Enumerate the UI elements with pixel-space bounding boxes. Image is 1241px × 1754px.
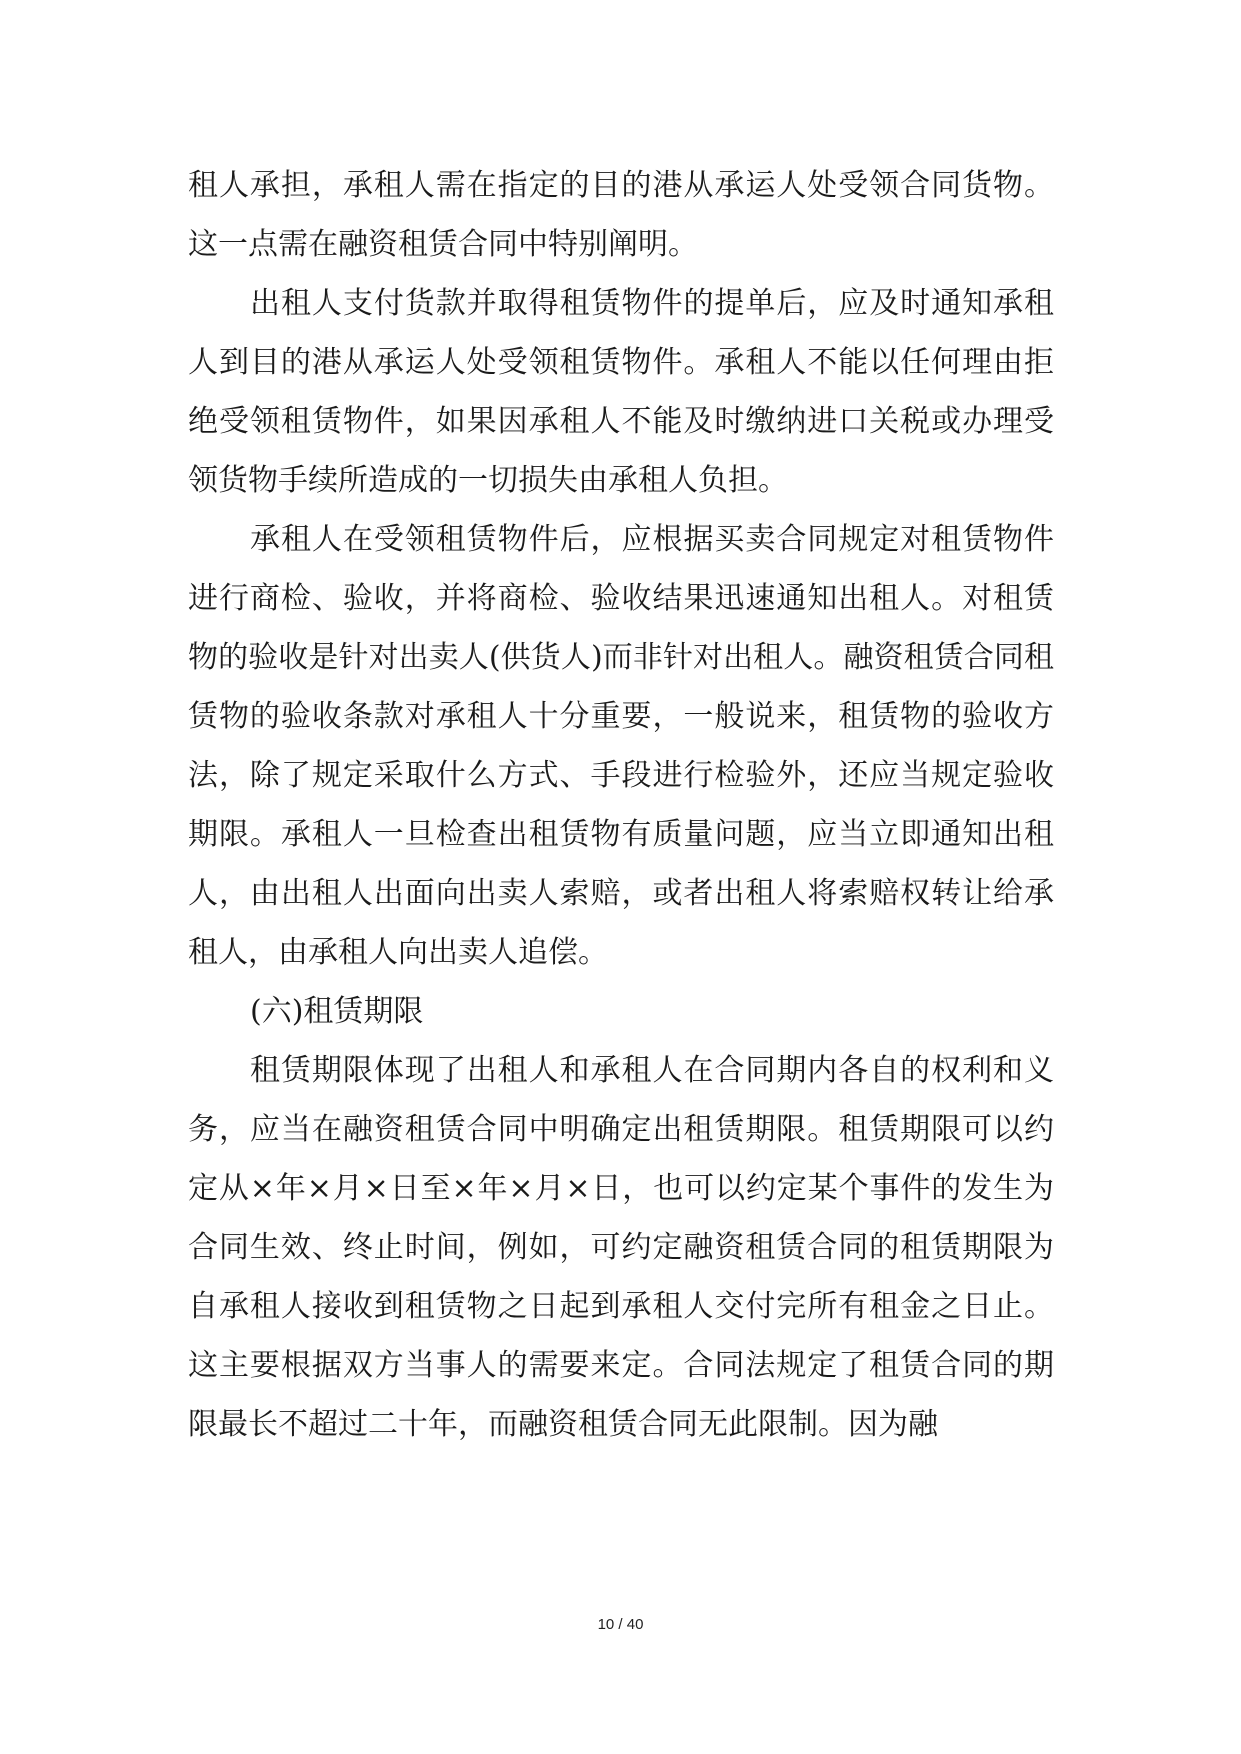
page-number: 10 / 40 (597, 1616, 644, 1633)
section-heading-lease-term: (六)租赁期限 (250, 994, 424, 1029)
document-body (188, 156, 1054, 1454)
paragraph-inspection: 承租人在受领租赁物件后，应根据买卖合同规定对租赁物件进行商检、验收，并将商检、验收结果迅速通知出租人。对租赁物的验收是针对出卖人(供货人)而非针对出租人。融资租赁合同租赁物的验收条款对承租人十分重要，一般说来，租赁物的验收方法，除了规定采取什么方式、手段进行检验外，还应当规定验收期限。承租人一旦检查出租赁物有质量问题，应当立即通知出租人，由出租人出面向出卖人索赔，或者出租人将索赔权转让给承租人，由承租人向出卖人追偿。 (188, 522, 1054, 970)
paragraph-notice-receipt: 出租人支付货款并取得租赁物件的提单后，应及时通知承租人到目的港从承运人处受领租赁物件。承租人不能以任何理由拒绝受领租赁物件，如果因承租人不能及时缴纳进口关税或办理受领货物手续所造成的一切损失由承租人负担。 (188, 286, 1054, 498)
paragraph-continuation: 租人承担，承租人需在指定的目的港从承运人处受领合同货物。这一点需在融资租赁合同中特别阐明。 (188, 168, 1054, 262)
paragraph-lease-term: 租赁期限体现了出租人和承租人在合同期内各自的权利和义务，应当在融资租赁合同中明确定出租赁期限。租赁期限可以约定从×年×月×日至×年×月×日，也可以约定某个事件的发生为合同生效、终止时间，例如，可约定融资租赁合同的租赁期限为自承租人接收到租赁物之日起到承租人交付完所有租金之日止。这主要根据双方当事人的需要来定。合同法规定了租赁合同的期限最长不超过二十年，而融资租赁合同无此限制。因为融 (188, 1053, 1054, 1442)
